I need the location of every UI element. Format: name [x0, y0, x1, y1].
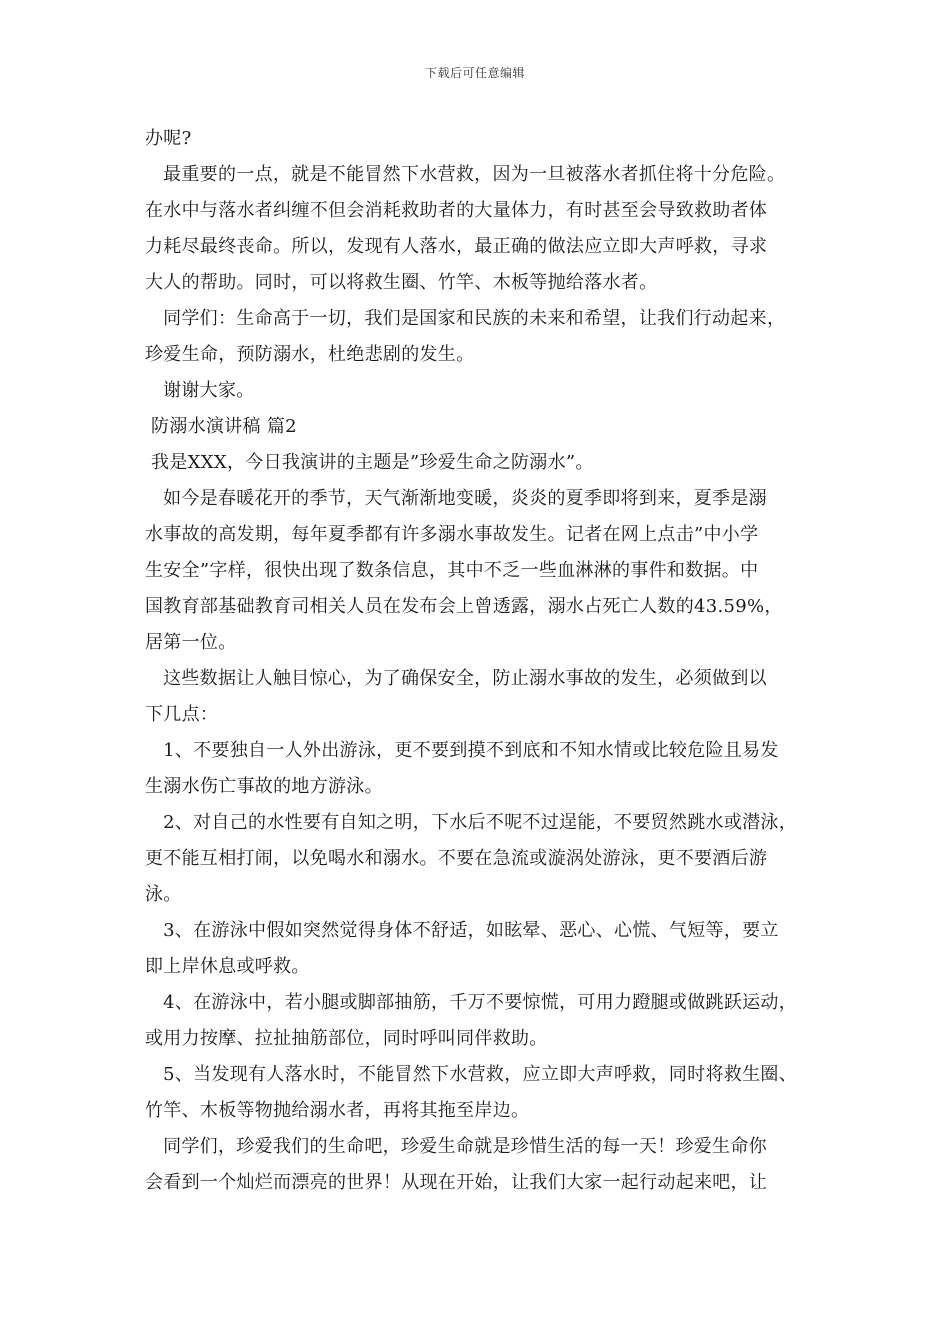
text-line: 这些数据让人触目惊心，为了确保安全，防止溺水事故的发生，必须做到以	[145, 668, 767, 689]
text-line: 泳。	[145, 884, 182, 905]
text-line: 最重要的一点，就是不能冒然下水营救，因为一旦被落水者抓住将十分危险。	[145, 164, 786, 185]
text-line: 下几点：	[145, 704, 219, 725]
text-line: 在水中与落水者纠缠不但会消耗救助者的大量体力，有时甚至会导致救助者体	[145, 200, 768, 221]
text-line: 如今是春暖花开的季节，天气渐渐地变暖，炎炎的夏季即将到来，夏季是溺	[145, 488, 767, 509]
text-line: 更不能互相打闹，以免喝水和溺水。不要在急流或漩涡处游泳，更不要酒后游	[145, 848, 768, 869]
text-line: 即上岸休息或呼救。	[145, 956, 310, 977]
text-line: 同学们，珍爱我们的生命吧，珍爱生命就是珍惜生活的每一天！珍爱生命你	[145, 1136, 767, 1157]
text-line: 会看到一个灿烂而漂亮的世界！从现在开始，让我们大家一起行动起来吧，让	[145, 1172, 768, 1193]
text-line: 4、在游泳中，若小腿或脚部抽筋，千万不要惊慌，可用力蹬腿或做跳跃运动，	[145, 992, 798, 1013]
text-line: 居第一位。	[145, 632, 237, 653]
section-heading: 防溺水演讲稿 篇2	[145, 416, 297, 437]
text-line: 我是XXX，今日我演讲的主题是”珍爱生命之防溺水”。	[145, 452, 594, 473]
text-line: 2、对自己的水性要有自知之明，下水后不呢不过逞能，不要贸然跳水或潜泳，	[145, 812, 798, 833]
text-line: 或用力按摩、拉扯抽筋部位，同时呼叫同伴救助。	[145, 1028, 548, 1049]
text-line: 大人的帮助。同时，可以将救生圈、竹竿、木板等抛给落水者。	[145, 272, 658, 293]
text-line: 5、当发现有人落水时，不能冒然下水营救，应立即大声呼救，同时将救生圈、	[145, 1064, 798, 1085]
text-line: 生溺水伤亡事故的地方游泳。	[145, 776, 383, 797]
text-line: 水事故的高发期，每年夏季都有许多溺水事故发生。记者在网上点击”中小学	[145, 524, 759, 545]
text-line: 生安全”字样，很快出现了数条信息，其中不乏一些血淋淋的事件和数据。中	[145, 560, 759, 581]
text-line: 1、不要独自一人外出游泳，更不要到摸不到底和不知水情或比较危险且易发	[145, 740, 779, 761]
text-line: 同学们：生命高于一切，我们是国家和民族的未来和希望，让我们行动起来，	[145, 308, 786, 329]
page-header: 下载后可任意编辑	[424, 66, 525, 80]
document-body	[145, 121, 805, 1201]
text-line: 珍爱生命，预防溺水，杜绝悲剧的发生。	[145, 344, 475, 365]
text-line: 办呢?	[145, 128, 192, 149]
text-line: 竹竿、木板等物抛给溺水者，再将其拖至岸边。	[145, 1100, 530, 1121]
text-line: 3、在游泳中假如突然觉得身体不舒适，如眩晕、恶心、心慌、气短等，要立	[145, 920, 779, 941]
text-line: 谢谢大家。	[145, 380, 255, 401]
text-line: 力耗尽最终丧命。所以，发现有人落水，最正确的做法应立即大声呼救，寻求	[145, 236, 768, 257]
text-line: 国教育部基础教育司相关人员在发布会上曾透露，溺水占死亡人数的43.59%，	[145, 596, 783, 617]
